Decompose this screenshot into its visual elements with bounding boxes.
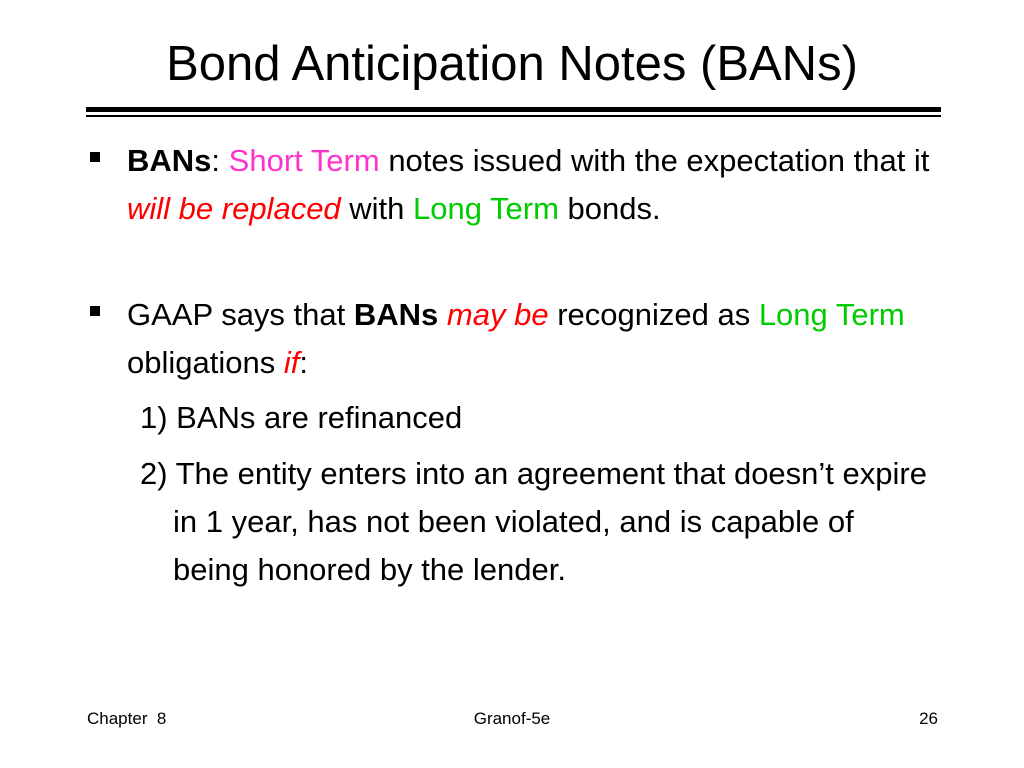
footer-chapter: Chapter 8	[87, 709, 167, 728]
bullet-text-part: obligations	[127, 345, 284, 380]
bullet-text-part: recognized as	[548, 297, 759, 332]
bullet-text-part: with	[340, 191, 414, 226]
bullet-text-part: notes issued with the expectation that it	[379, 143, 930, 178]
long-term-phrase: Long Term	[413, 191, 559, 226]
bullet-colon: :	[299, 345, 308, 380]
sub-item-agreement	[140, 450, 930, 594]
term-bans: BANs	[353, 297, 439, 332]
long-term-phrase: Long Term	[758, 297, 905, 332]
may-be-phrase: may be	[446, 297, 549, 332]
if-word: if	[283, 345, 300, 380]
bullet-text	[127, 291, 942, 387]
footer-page-number: 26	[919, 709, 938, 728]
sub-item-refinanced	[140, 394, 930, 442]
title-rule-thin	[86, 115, 941, 117]
bullet-text-part: bonds.	[558, 191, 661, 226]
bullet-text	[127, 137, 942, 233]
term-colon: :	[211, 143, 221, 178]
short-term-phrase: Short Term	[228, 143, 380, 178]
slide-title: Bond Anticipation Notes (BANs)	[166, 37, 858, 91]
bullet-text-part: GAAP says that	[127, 297, 354, 332]
footer-source: Granof-5e	[473, 709, 551, 728]
title-rule-thick	[86, 107, 941, 112]
will-be-replaced-phrase: will be replaced	[127, 191, 341, 226]
term-bans: BANs	[127, 143, 212, 178]
sub-item-text: 1) BANs are refinanced	[140, 400, 463, 435]
sub-item-text: 2) The entity enters into an agreement that doesn’t expire in 1 year, has not been violated, and is capable of being honored by the lender.	[140, 456, 927, 587]
